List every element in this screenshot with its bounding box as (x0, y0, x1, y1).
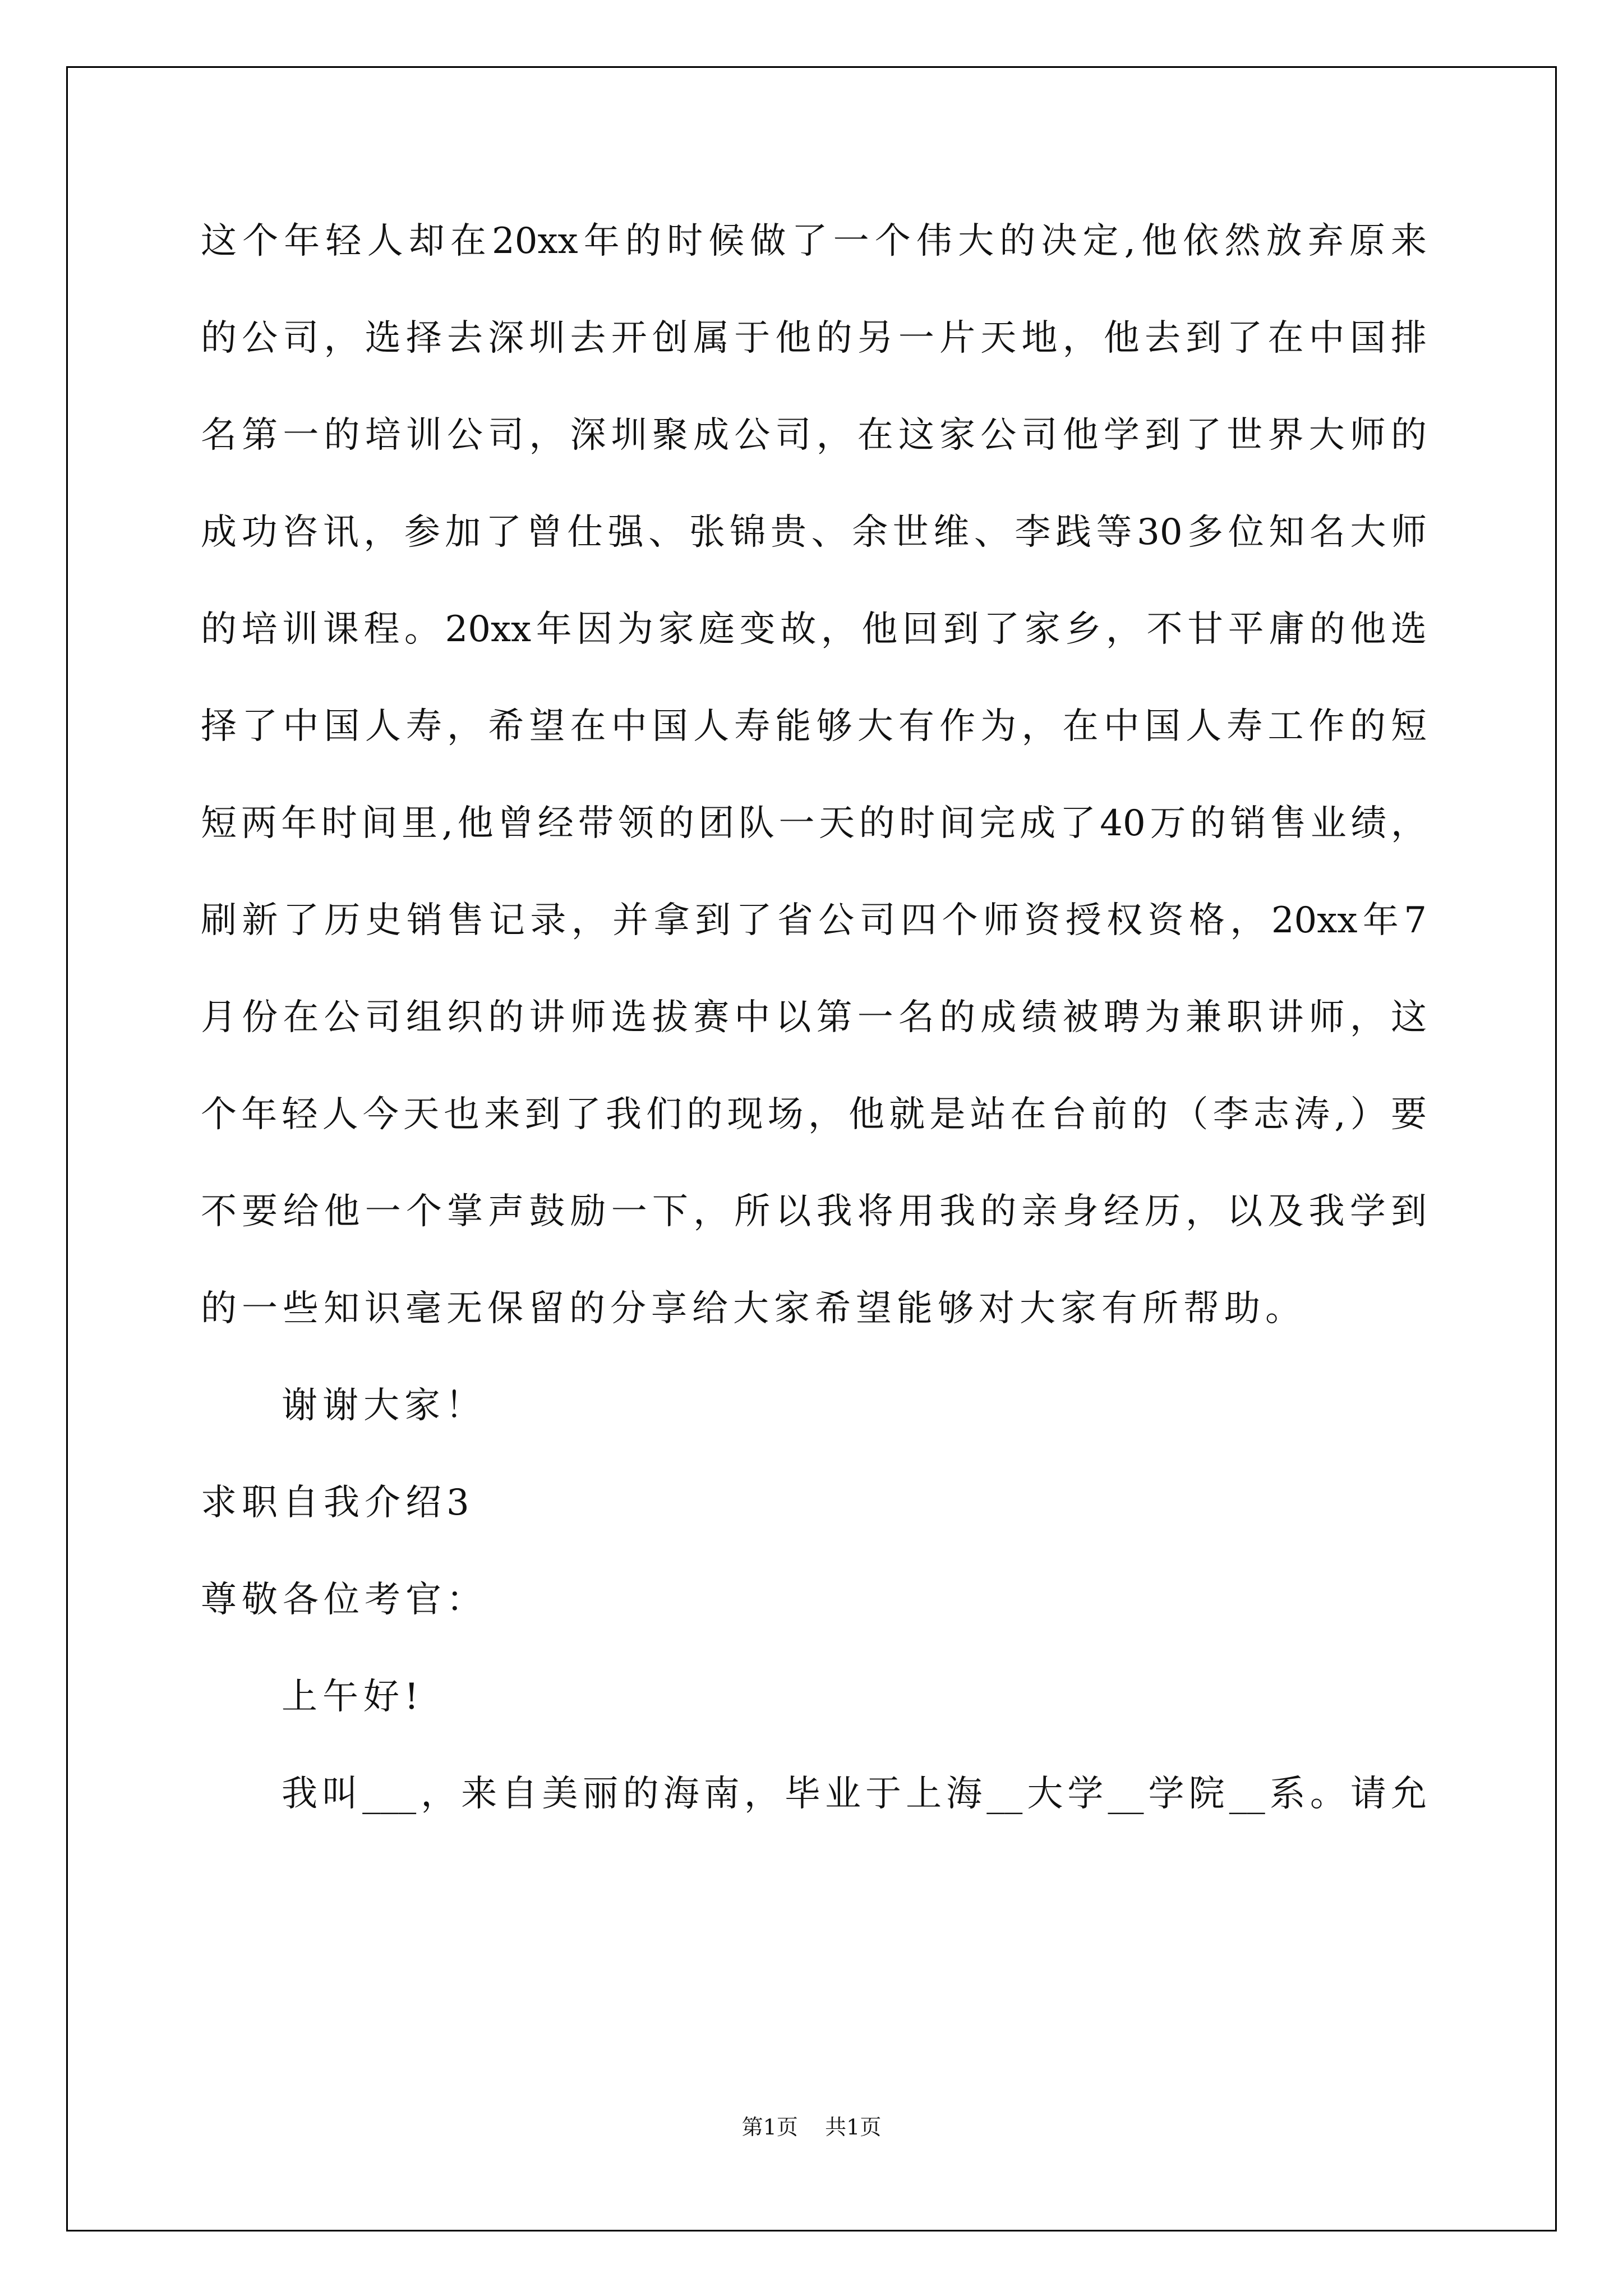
paragraph-line-11: 不要给他一个掌声鼓励一下，所以我将用我的亲身经历，以及我学到 (201, 1191, 1427, 1232)
paragraph-line-1: 这个年轻人却在20xx年的时候做了一个伟大的决定,他依然放弃原来 (201, 220, 1427, 262)
paragraph-line-6: 择了中国人寿，希望在中国人寿能够大有作为，在中国人寿工作的短 (201, 706, 1427, 747)
paragraph-line-9: 月份在公司组织的讲师选拔赛中以第一名的成绩被聘为兼职讲师，这 (201, 997, 1427, 1038)
page-number: 第1页 共1页 (741, 2115, 882, 2139)
section-heading: 求职自我介绍3 (201, 1482, 474, 1524)
greeting: 上午好! (282, 1676, 424, 1718)
thanks-line: 谢谢大家！ (282, 1385, 486, 1427)
document-body (201, 219, 1427, 1869)
paragraph-line-5: 的培训课程。20xx年因为家庭变故，他回到了家乡，不甘平庸的他选 (201, 609, 1427, 650)
paragraph-line-3: 名第一的培训公司，深圳聚成公司，在这家公司他学到了世界大师的 (201, 415, 1427, 456)
paragraph-line-8: 刷新了历史销售记录，并拿到了省公司四个师资授权资格，20xx年7 (201, 900, 1427, 941)
paragraph-line-12: 的一些知识毫无保留的分享给大家希望能够对大家有所帮助。 (201, 1288, 1306, 1329)
paragraph-line-10: 个年轻人今天也来到了我们的现场，他就是站在台前的（李志涛,）要 (201, 1094, 1427, 1135)
paragraph-line-4: 成功咨讯，参加了曾仕强、张锦贵、余世维、李践等30多位知名大师 (201, 512, 1427, 553)
paragraph-line-2: 的公司，选择去深圳去开创属于他的另一片天地，他去到了在中国排 (201, 318, 1427, 359)
intro-line: 我叫___，来自美丽的海南，毕业于上海__大学__学院__系。请允 (282, 1773, 1427, 1815)
paragraph-line-7: 短两年时间里,他曾经带领的团队一天的时间完成了40万的销售业绩， (201, 803, 1427, 844)
salutation: 尊敬各位考官： (201, 1579, 487, 1621)
